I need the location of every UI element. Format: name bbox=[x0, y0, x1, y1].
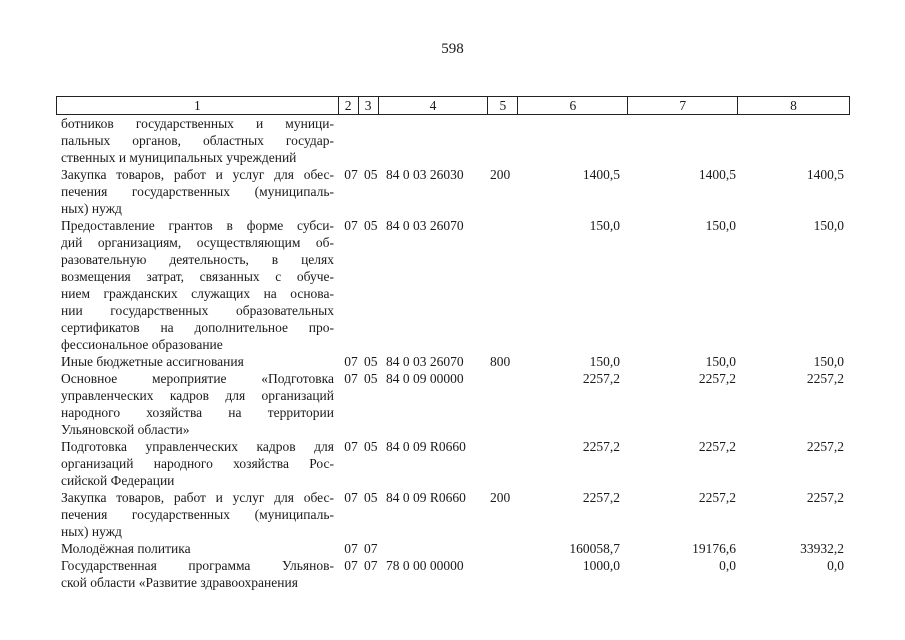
subsection-code: 05 bbox=[364, 439, 378, 454]
expense-type-code bbox=[490, 540, 524, 557]
header-col-7: 7 bbox=[628, 97, 738, 114]
row-name bbox=[56, 370, 338, 438]
row-name-line: нии государственных образовательных bbox=[61, 303, 334, 318]
row-name-line: ской области «Развитие здравоохранения bbox=[61, 575, 298, 590]
row-name bbox=[56, 166, 338, 217]
table-row bbox=[56, 370, 850, 438]
row-name-line: народного хозяйства на территории bbox=[61, 405, 334, 420]
subsection-code: 05 bbox=[364, 490, 378, 505]
row-name-line: печения государственных (муниципаль- bbox=[61, 184, 334, 199]
amount-col-7: 150,0 bbox=[705, 354, 736, 369]
row-name-line: Государственная программа Ульянов- bbox=[61, 558, 334, 573]
amount-col-8: 1400,5 bbox=[806, 167, 844, 182]
target-article-code: 84 0 09 00000 bbox=[386, 371, 464, 386]
amount-col-8: 150,0 bbox=[813, 354, 844, 369]
amount-col-7: 2257,2 bbox=[698, 490, 736, 505]
subsection-code bbox=[364, 115, 378, 166]
table-header-row bbox=[56, 96, 850, 115]
row-name bbox=[56, 115, 338, 166]
amount-col-6: 2257,2 bbox=[582, 371, 620, 386]
header-col-2: 2 bbox=[339, 97, 359, 114]
expense-type-code bbox=[490, 217, 524, 353]
header-col-4: 4 bbox=[379, 97, 489, 114]
amount-col-7: 2257,2 bbox=[698, 371, 736, 386]
amount-col-6: 150,0 bbox=[589, 354, 620, 369]
section-code: 07 bbox=[344, 167, 358, 182]
amount-col-8: 2257,2 bbox=[806, 439, 844, 454]
row-name-line: Иные бюджетные ассигнования bbox=[61, 354, 244, 369]
section-code: 07 bbox=[344, 558, 358, 573]
row-name-line: ственных и муниципальных учреждений bbox=[61, 150, 297, 165]
amount-col-6: 2257,2 bbox=[582, 439, 620, 454]
header-col-6: 6 bbox=[518, 97, 628, 114]
amount-col-6: 150,0 bbox=[589, 218, 620, 233]
page-number: 598 bbox=[441, 41, 464, 57]
subsection-code: 05 bbox=[364, 167, 378, 182]
row-name-line: возмещения затрат, связанных с обуче- bbox=[61, 269, 334, 284]
target-article-code: 84 0 09 R0660 bbox=[386, 490, 466, 505]
row-name-line: организаций народного хозяйства Рос- bbox=[61, 456, 334, 471]
table-row bbox=[56, 438, 850, 489]
expense-type-code bbox=[490, 557, 524, 591]
row-name-line: пальных органов, областных государ- bbox=[61, 133, 334, 148]
section-code: 07 bbox=[344, 490, 358, 505]
amount-col-7: 0,0 bbox=[719, 558, 736, 573]
table-row bbox=[56, 217, 850, 353]
table-row bbox=[56, 353, 850, 370]
row-name-line: сертификатов на дополнительное про- bbox=[61, 320, 334, 335]
amount-col-7: 2257,2 bbox=[698, 439, 736, 454]
header-col-3: 3 bbox=[359, 97, 379, 114]
expense-type-code: 200 bbox=[490, 167, 511, 182]
row-name-line: Закупка товаров, работ и услуг для обес- bbox=[61, 167, 334, 182]
target-article-code: 84 0 03 26030 bbox=[386, 167, 464, 182]
amount-col-7: 19176,6 bbox=[692, 541, 736, 556]
header-col-5: 5 bbox=[488, 97, 518, 114]
expense-type-code: 200 bbox=[490, 490, 511, 505]
subsection-code: 05 bbox=[364, 218, 378, 233]
amount-col-7: 150,0 bbox=[705, 218, 736, 233]
section-code: 07 bbox=[344, 218, 358, 233]
amount-col-8: 150,0 bbox=[813, 218, 844, 233]
amount-col-8: 0,0 bbox=[827, 558, 844, 573]
row-name-line: Закупка товаров, работ и услуг для обес- bbox=[61, 490, 334, 505]
target-article-code: 84 0 03 26070 bbox=[386, 218, 464, 233]
table-row bbox=[56, 540, 850, 557]
row-name-line: Молодёжная политика bbox=[61, 541, 191, 556]
section-code: 07 bbox=[344, 371, 358, 386]
row-name-line: нием гражданских служащих на основа- bbox=[61, 286, 334, 301]
target-article-code bbox=[378, 540, 490, 557]
row-name-line: разовательную деятельность, в целях bbox=[61, 252, 334, 267]
row-name bbox=[56, 217, 338, 353]
table-row bbox=[56, 115, 850, 166]
target-article-code: 78 0 00 00000 bbox=[386, 558, 464, 573]
amount-col-6: 1400,5 bbox=[582, 167, 620, 182]
row-name-line: Основное мероприятие «Подготовка bbox=[61, 371, 334, 386]
row-name-line: ботников государственных и муници- bbox=[61, 116, 334, 131]
row-name bbox=[56, 438, 338, 489]
amount-col-7: 1400,5 bbox=[698, 167, 736, 182]
amount-col-6 bbox=[524, 115, 620, 166]
amount-col-8 bbox=[736, 115, 844, 166]
amount-col-6: 2257,2 bbox=[582, 490, 620, 505]
row-name-line: управленческих кадров для организаций bbox=[61, 388, 334, 403]
target-article-code: 84 0 09 R0660 bbox=[386, 439, 466, 454]
row-name-line: ных) нужд bbox=[61, 201, 122, 216]
section-code: 07 bbox=[344, 354, 358, 369]
row-name bbox=[56, 353, 338, 370]
row-name-line: ных) нужд bbox=[61, 524, 122, 539]
section-code bbox=[338, 115, 364, 166]
header-col-1: 1 bbox=[57, 97, 339, 114]
amount-col-8: 33932,2 bbox=[800, 541, 844, 556]
table-body bbox=[56, 115, 850, 591]
amount-col-6: 160058,7 bbox=[569, 541, 620, 556]
row-name bbox=[56, 540, 338, 557]
table-row bbox=[56, 489, 850, 540]
row-name-line: печения государственных (муниципаль- bbox=[61, 507, 334, 522]
table-row bbox=[56, 557, 850, 591]
row-name-line: Подготовка управленческих кадров для bbox=[61, 439, 334, 454]
expense-type-code bbox=[490, 370, 524, 438]
subsection-code: 05 bbox=[364, 354, 378, 369]
row-name-line: сийской Федерации bbox=[61, 473, 175, 488]
amount-col-8: 2257,2 bbox=[806, 371, 844, 386]
subsection-code: 07 bbox=[364, 558, 378, 573]
row-name-line: Ульяновской области» bbox=[61, 422, 190, 437]
row-name bbox=[56, 489, 338, 540]
row-name-line: дий организациям, осуществляющим об- bbox=[61, 235, 334, 250]
amount-col-6: 1000,0 bbox=[582, 558, 620, 573]
amount-col-8: 2257,2 bbox=[806, 490, 844, 505]
target-article-code: 84 0 03 26070 bbox=[386, 354, 464, 369]
amount-col-7 bbox=[620, 115, 736, 166]
target-article-code bbox=[378, 115, 490, 166]
expense-type-code: 800 bbox=[490, 354, 511, 369]
budget-table bbox=[56, 96, 850, 591]
subsection-code: 07 bbox=[364, 541, 378, 556]
row-name-line: фессиональное образование bbox=[61, 337, 223, 352]
expense-type-code bbox=[490, 438, 524, 489]
header-col-8: 8 bbox=[738, 97, 850, 114]
table-row bbox=[56, 166, 850, 217]
expense-type-code bbox=[490, 115, 524, 166]
section-code: 07 bbox=[344, 541, 358, 556]
row-name bbox=[56, 557, 338, 591]
row-name-line: Предоставление грантов в форме субси- bbox=[61, 218, 334, 233]
subsection-code: 05 bbox=[364, 371, 378, 386]
section-code: 07 bbox=[344, 439, 358, 454]
